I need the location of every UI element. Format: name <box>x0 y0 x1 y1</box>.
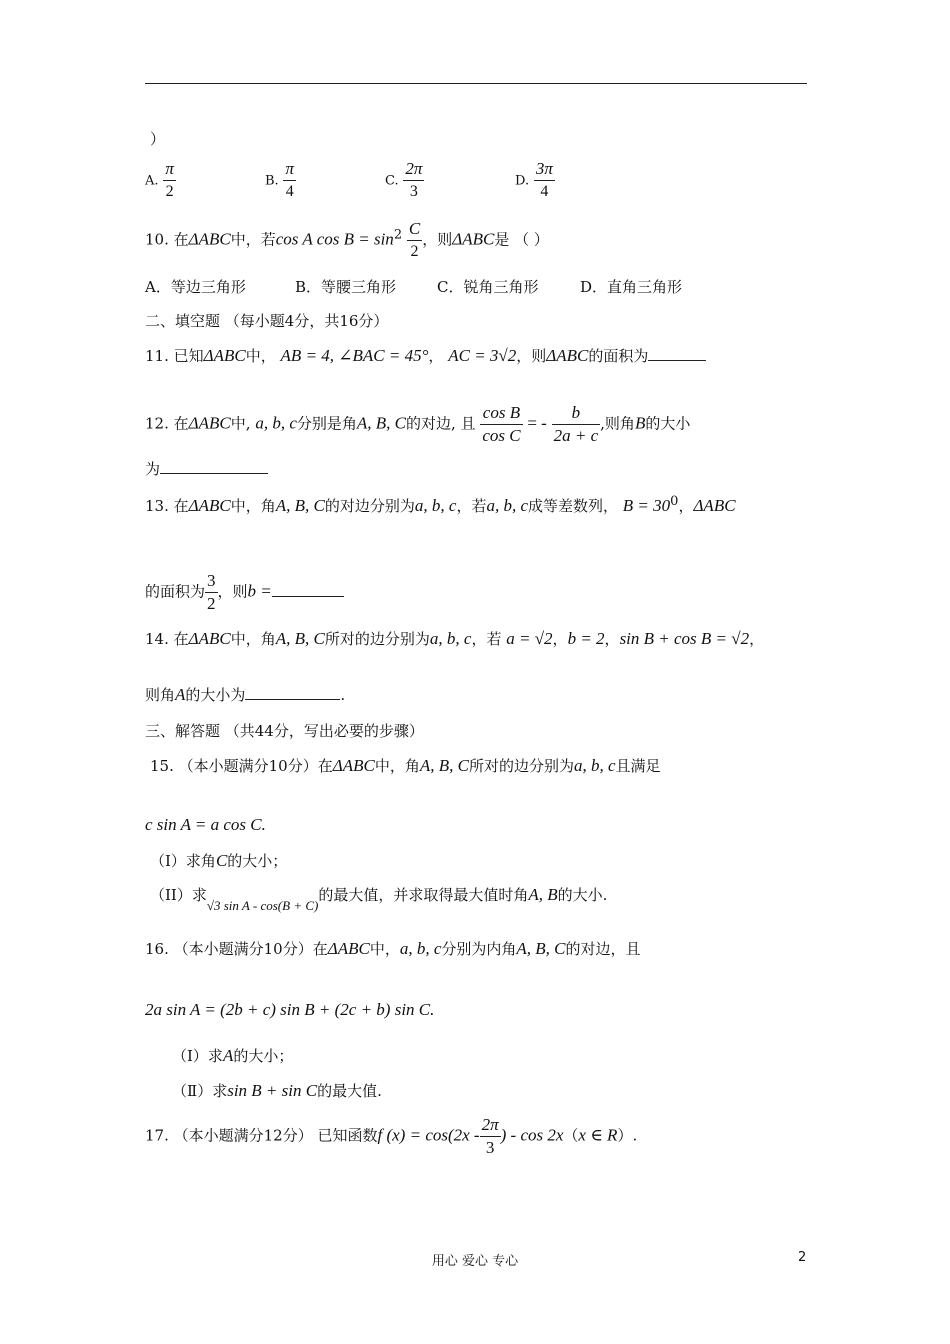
question-13-cont: 的面积为 $\frac{3}{2}$ ，则b = <box>145 570 344 615</box>
question-13: 13. 在ΔABC中，角A, B, C的对边分别为a, b, c，若a, b, c成等差数列， $B = 30^0$，ΔABC <box>145 494 736 515</box>
question-16: 16. （本小题满分10分）在ΔABC中，a, b, c分别为内角A, B, C的对边，且 <box>145 939 641 958</box>
q9-option-b: B. $\frac{\pi}{4}$ <box>265 159 294 200</box>
q16-condition: 2a sin A = (2b + c) sin B + (2c + b) sin C. <box>145 1000 435 1019</box>
q9-close-paren: ） <box>150 130 166 148</box>
q10-option-b: B．等腰三角形 <box>295 278 397 296</box>
q16-part-2: （Ⅱ）求sin B + sin C的最大值. <box>172 1081 382 1100</box>
header-rule <box>145 83 807 84</box>
q10-option-a: A．等边三角形 <box>145 278 246 296</box>
question-17: 17. （本小题满分12分） 已知函数f (x) = cos(2x - $\frac{2\pi}{3}$ ) - cos 2x（x ∈ R）. <box>145 1115 638 1157</box>
q10-option-c: C．锐角三角形 <box>437 278 539 296</box>
question-15: 15. （本小题满分10分）在ΔABC中，角A, B, C所对的边分别为a, b, c且满足 <box>150 756 661 775</box>
q9-option-d: D. $\frac{3\pi}{4}$ <box>515 159 553 200</box>
question-12-cont: 为 <box>145 458 268 479</box>
page-footer: 用心 爱心 专心 <box>431 1254 519 1269</box>
section-2-heading: 二、填空题 （每小题4分，共16分） <box>145 312 389 330</box>
question-14-cont: 则角A的大小为 . <box>145 685 346 704</box>
question-12: 12. 在ΔABC中, a, b, c分别是角A, B, C的对边, 且 $\frac{\text{cos B}}{\text{cos C}}$ = - $\frac{b}{2a + c}$ ,则角B的大小 <box>145 403 691 445</box>
q9-option-a: A. $\frac{\pi}{2}$ <box>145 159 174 200</box>
q11-answer-blank[interactable] <box>648 360 706 361</box>
q15-part-1: （I）求角C的大小； <box>150 851 288 870</box>
page-number: 2 <box>798 1250 807 1265</box>
q12-answer-blank[interactable] <box>160 473 268 474</box>
q13-answer-blank[interactable] <box>272 596 344 597</box>
q16-part-1: （Ⅰ）求A的大小； <box>172 1046 294 1065</box>
q15-condition: c sin A = a cos C. <box>145 815 266 834</box>
q14-answer-blank[interactable] <box>245 699 340 700</box>
question-10: 10. 在ΔABC中，若cos A $\cos B = \sin^2$ $\frac{C}{2}$ ，则ΔABC是 （ ） <box>145 219 549 260</box>
q15-part-2: （II）求√3 sin A - cos(B + C)的最大值，并求取得最大值时角A, B的大小. <box>150 885 608 913</box>
question-14: 14. 在ΔABC中，角A, B, C所对的边分别为a, b, c，若 a = √2，b = 2，sin B + cos B = √2， <box>145 629 765 648</box>
section-3-heading: 三、解答题 （共44分，写出必要的步骤） <box>145 722 424 740</box>
q10-option-d: D．直角三角形 <box>580 278 683 296</box>
question-11: 11. 已知ΔABC中， AB = 4, ∠BAC = 45°， AC = 3√2，则ΔABC的面积为 <box>145 345 706 366</box>
q9-option-c: C. $\frac{2\pi}{3}$ <box>385 159 423 200</box>
